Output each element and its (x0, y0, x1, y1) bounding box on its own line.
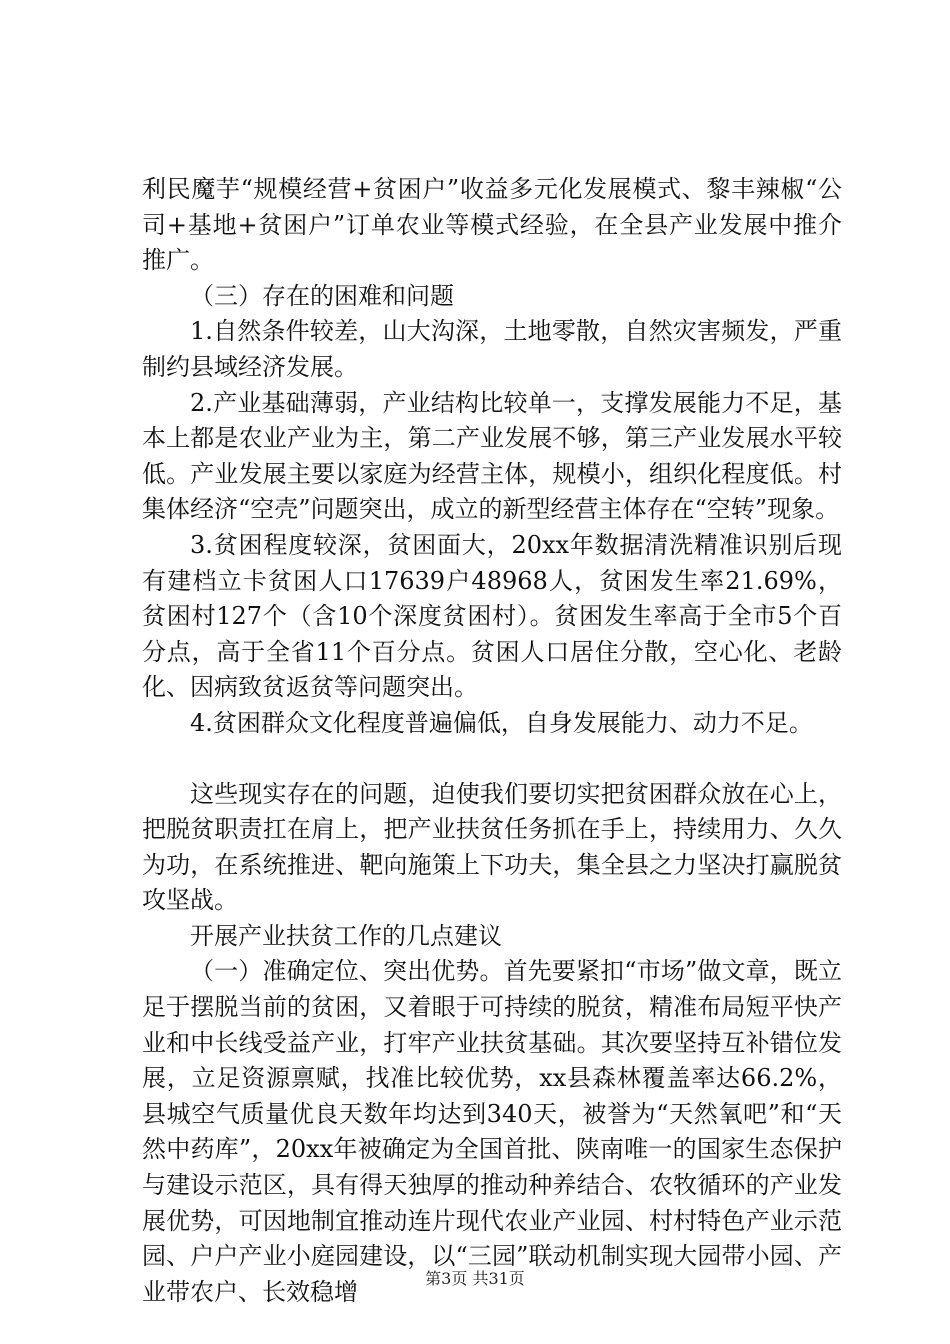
paragraph-summary: 这些现实存在的问题，迫使我们要切实把贫困群众放在心上，把脱贫职责扛在肩上，把产业扶贫任务抓在手上，持续用力、久久为功，在系统推进、靶向施策上下功夫，集全县之力坚决打赢脱贫攻坚战。 (142, 779, 842, 915)
document-body (142, 172, 842, 1310)
paragraph-suggestion-1: （一）准确定位、突出优势。首先要紧扣“市场”做文章，既立足于摆脱当前的贫困，又着眼于可持续的脱贫，精准布局短平快产业和中长线受益产业，打牢产业扶贫基础。其次要坚持互补错位发展，立足资源禀赋，找准比较优势，xx县森林覆盖率达66.2%，县城空气质量优良天数年均达到340天，被誉为“天然氧吧”和“天然中药库”，20xx年被确定为全国首批、陕南唯一的国家生态保护与建设示范区，具有得天独厚的推动种养结合、农牧循环的产业发展优势，可因地制宜推动连片现代农业产业园、村村特色产业示范园、户户产业小庭园建设，以“三园”联动机制实现大园带小园、产业带农户、长效稳增 (142, 957, 842, 1306)
list-item-3: 3.贫困程度较深，贫困面大，20xx年数据清洗精准识别后现有建档立卡贫困人口17639户48968人，贫困发生率21.69%，贫困村127个（含10个深度贫困村）。贫困发生率高于全市5个百分点，高于全省11个百分点。贫困人口居住分散，空心化、老龄化、因病致贫返贫等问题突出。 (142, 530, 842, 702)
list-item-2: 2.产业基础薄弱，产业结构比较单一，支撑发展能力不足，基本上都是农业产业为主，第二产业发展不够，第三产业发展水平较低。产业发展主要以家庭为经营主体，规模小，组织化程度低。村集体经济“空壳”问题突出，成立的新型经营主体存在“空转”现象。 (142, 388, 842, 524)
list-item-4: 4.贫困群众文化程度普遍偏低，自身发展能力、动力不足。 (190, 708, 813, 737)
paragraph-continuation: 利民魔芋“规模经营+贫困户”收益多元化发展模式、黎丰辣椒“公司+基地+贫困户”订单农业等模式经验，在全县产业发展中推介推广。 (142, 175, 842, 275)
section-heading-suggestions: 开展产业扶贫工作的几点建议 (190, 921, 502, 950)
section-heading-difficulties: （三）存在的困难和问题 (190, 281, 454, 310)
page-number-footer: 第3页 共31页 (425, 1269, 525, 1288)
list-item-1: 1.自然条件较差，山大沟深，土地零散，自然灾害频发，严重制约县域经济发展。 (142, 317, 842, 381)
